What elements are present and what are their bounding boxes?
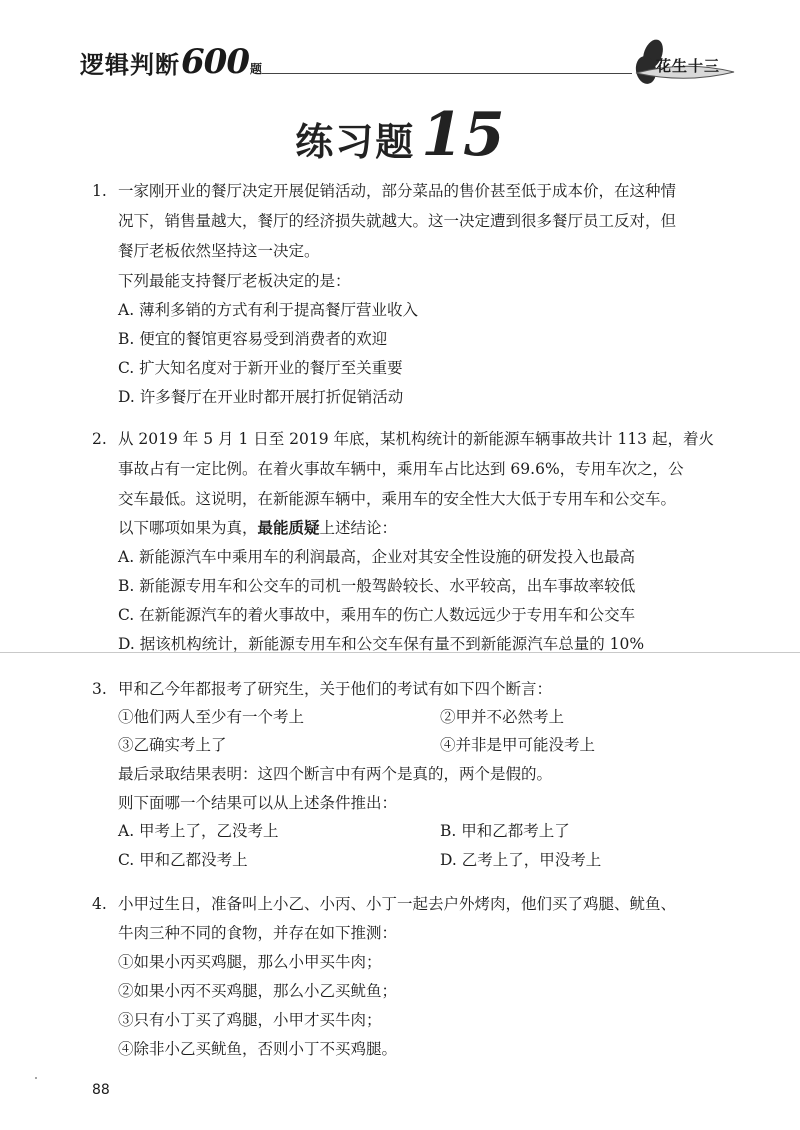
q3-claim-4: ④并非是甲可能没考上 — [440, 736, 596, 754]
q1-stem-line: 况下，销售量越大，餐厅的经济损失就越大。这一决定遭到很多餐厅员工反对，但 — [118, 212, 677, 230]
q4-stem-line: 牛肉三种不同的食物，并存在如下推测： — [118, 924, 398, 942]
q2-number: 2. — [92, 430, 107, 448]
q4-number: 4. — [92, 895, 107, 913]
q3-claim-2: ②甲并不必然考上 — [440, 708, 565, 726]
q4-claim-1: ①如果小丙买鸡腿，那么小甲买牛肉； — [118, 953, 382, 971]
q1-stem-line: 餐厅老板依然坚持这一决定。 — [118, 242, 320, 260]
page-header — [0, 0, 800, 100]
brand-name: 花生十三 — [656, 57, 721, 75]
book-title-number: 600 — [181, 42, 249, 82]
scan-speck — [35, 1077, 37, 1079]
exercise-title — [0, 100, 800, 170]
q1-option-a: A. 薄利多销的方式有利于提高餐厅营业收入 — [118, 301, 419, 319]
q2-question — [118, 517, 397, 539]
q3-option-b: B. 甲和乙都考上了 — [440, 822, 570, 840]
q1-option-c: C. 扩大知名度对于新开业的餐厅至关重要 — [118, 359, 403, 377]
q2-stem-line: 交车最低。这说明，在新能源车辆中，乘用车的安全性大大低于专用车和公交车。 — [118, 490, 677, 508]
q3-option-d: D. 乙考上了，甲没考上 — [440, 851, 602, 869]
q4-claim-3: ③只有小丁买了鸡腿，小甲才买牛肉； — [118, 1011, 382, 1029]
q2-stem-line: 事故占有一定比例。在着火事故车辆中，乘用车占比达到 69.6%，专用车次之，公 — [118, 460, 684, 478]
q4-claim-4: ④除非小乙买鱿鱼，否则小丁不买鸡腿。 — [118, 1040, 398, 1058]
q2-question-post: 上述结论： — [319, 519, 398, 537]
q3-claim-1: ①他们两人至少有一个考上 — [118, 708, 305, 726]
q3-result: 最后录取结果表明：这四个断言中有两个是真的，两个是假的。 — [118, 765, 553, 783]
q3-number: 3. — [92, 680, 107, 698]
q4-stem-line: 小甲过生日，准备叫上小乙、小丙、小丁一起去户外烤肉，他们买了鸡腿、鱿鱼、 — [118, 895, 677, 913]
book-title-suffix: 题 — [249, 62, 263, 76]
q3-claim-3: ③乙确实考上了 — [118, 736, 227, 754]
q1-number: 1. — [92, 182, 107, 200]
q3-stem: 甲和乙今年都报考了研究生，关于他们的考试有如下四个断言： — [118, 680, 553, 698]
q1-option-b: B. 便宜的餐馆更容易受到消费者的欢迎 — [118, 330, 388, 348]
page-fold-line — [0, 652, 800, 653]
header-rule — [262, 73, 632, 74]
q3-question: 则下面哪一个结果可以从上述条件推出： — [118, 794, 398, 812]
page-number: 88 — [92, 1082, 110, 1098]
q4-claim-2: ②如果小丙不买鸡腿，那么小乙买鱿鱼； — [118, 982, 398, 1000]
q2-option-c: C. 在新能源汽车的着火事故中，乘用车的伤亡人数远远少于专用车和公交车 — [118, 606, 636, 624]
q2-option-b: B. 新能源专用车和公交车的司机一般驾龄较长、水平较高，出车事故率较低 — [118, 577, 636, 595]
exercise-title-number: 15 — [421, 100, 505, 170]
q1-stem-line: 一家刚开业的餐厅决定开展促销活动，部分菜品的售价甚至低于成本价，在这种情 — [118, 182, 677, 200]
book-title-text: 逻辑判断 — [80, 51, 180, 79]
q1-question: 下列最能支持餐厅老板决定的是： — [118, 272, 351, 290]
q2-option-a: A. 新能源汽车中乘用车的利润最高，企业对其安全性设施的研发投入也最高 — [118, 548, 636, 566]
q2-stem-line: 从 2019 年 5 月 1 日至 2019 年底，某机构统计的新能源车辆事故共计 113 起，着火 — [118, 430, 714, 448]
exercise-title-word: 练习题 — [295, 120, 416, 164]
q3-option-a: A. 甲考上了，乙没考上 — [118, 822, 279, 840]
q2-question-emphasis: 最能质疑 — [257, 518, 320, 537]
q2-question-pre: 以下哪项如果为真， — [118, 519, 258, 537]
q2-option-d: D. 据该机构统计，新能源专用车和公交车保有量不到新能源汽车总量的 10% — [118, 635, 645, 653]
q3-option-c: C. 甲和乙都没考上 — [118, 851, 248, 869]
book-title — [80, 42, 263, 82]
q1-option-d: D. 许多餐厅在开业时都开展打折促销活动 — [118, 388, 404, 406]
